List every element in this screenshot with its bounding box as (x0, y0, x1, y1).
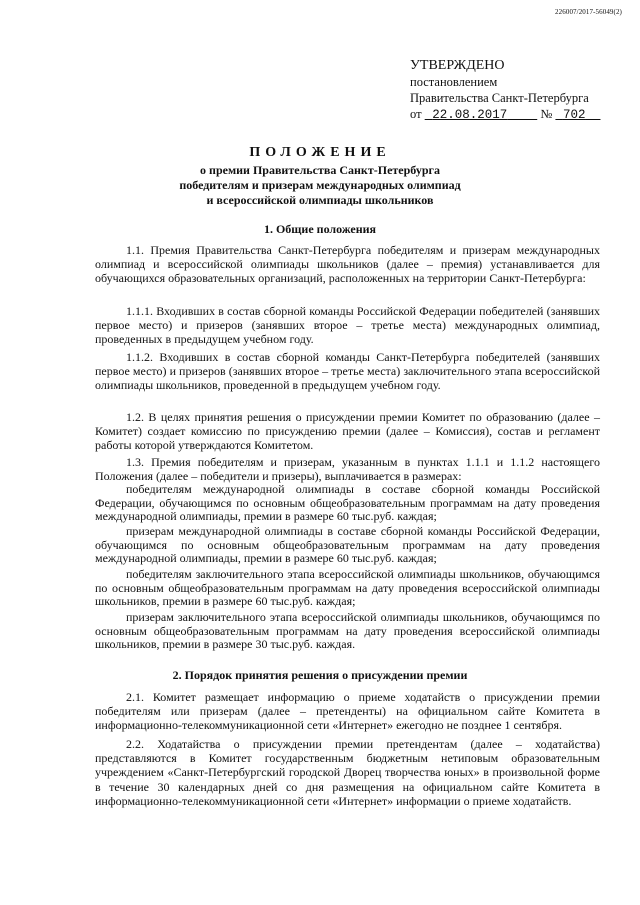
subtitle-line-2: победителям и призерам международных олимпиад (179, 178, 461, 192)
section-heading-2: 2. Порядок принятия решения о присуждении премии (172, 668, 468, 682)
approval-date: 22.08.2017 (432, 108, 508, 122)
paragraph-1-1-1: 1.1.1. Входивших в состав сборной команды Российской Федерации победителей (занявших первое место) и призеров (занявших второе – третье места) международных олимпиад, проведенных в предыдущем учебном году. (95, 304, 600, 347)
approval-line-2: Правительства Санкт-Петербурга (410, 91, 589, 105)
paragraph-award-4: призерам заключительного этапа всероссийской олимпиады школьников, обучающимся по основным общеобразовательным программам на дату проведения всероссийской олимпиады школьников, премии в размере 30 тыс.руб. каждая. (95, 610, 600, 652)
approval-date-line (410, 106, 625, 123)
paragraph-2-1: 2.1. Комитет размещает информацию о приеме ходатайств о присуждении премии победителям или призерам (далее – претенденты) на официальном сайте Комитета в информационно-телекоммуникационной сети «Интернет» ежегодно не позднее 1 сентября. (95, 690, 600, 733)
paragraph-1-1: 1.1. Премия Правительства Санкт-Петербурга победителям и призерам международных олимпиад и всероссийской олимпиады школьников (далее – премия) устанавливается для обучающихся образовательных организаций, расположенных на территории Санкт-Петербурга: (95, 243, 600, 286)
document-id: 226007/2017-56049(2) (555, 8, 622, 16)
paragraph-award-2: призерам международной олимпиады в составе сборной команды Российской Федерации, обучающимся по основным общеобразовательным программам на дату проведения международной олимпиады, премии в размере 60 тыс.руб. каждая; (95, 524, 600, 566)
subtitle-line-3: и всероссийской олимпиады школьников (206, 193, 434, 207)
paragraph-award-3: победителям заключительного этапа всероссийской олимпиады школьников, обучающимся по основным общеобразовательным программам на дату проведения всероссийской олимпиады школьников, премии в размере 60 тыс.руб. каждая; (95, 567, 600, 609)
paragraph-1-3: 1.3. Премия победителям и призерам, указанным в пунктах 1.1.1 и 1.1.2 настоящего Положения (далее – победители и призеры), выплачивается в размерах: (95, 455, 600, 484)
document-title: ПОЛОЖЕНИЕ (249, 145, 391, 160)
subtitle-line-1: о премии Правительства Санкт-Петербурга (200, 163, 440, 177)
paragraph-1-1-2: 1.1.2. Входивших в состав сборной команды Санкт-Петербурга победителей (занявших первое место) и призеров (занявших второе – третье места) заключительного этапа всероссийской олимпиады школьников, проведенной в предыдущем учебном году. (95, 350, 600, 393)
paragraph-1-2: 1.2. В целях принятия решения о присуждении премии Комитет по образованию (далее – Комитет) создает комиссию по присуждению премии (далее – Комиссия), состав и регламент работы которой утверждаются Комитетом. (95, 410, 600, 453)
paragraph-award-1: победителям международной олимпиады в составе сборной команды Российской Федерации, обучающимся по основным общеобразовательным программам на дату проведения международной олимпиады, премии в размере 60 тыс.руб. каждая; (95, 482, 600, 524)
approval-head: УТВЕРЖДЕНО (410, 58, 505, 73)
approval-stamp (410, 58, 625, 123)
approval-line-1: постановлением (410, 75, 498, 89)
approval-number: 702 (562, 108, 586, 122)
section-heading-1: 1. Общие положения (263, 222, 377, 236)
paragraph-2-2: 2.2. Ходатайства о присуждении премии претендентам (далее – ходатайства) представляются в Комитет государственным бюджетным нетиповым образовательным учреждением «Санкт-Петербургский городской Дворец творчества юных» в произвольной форме в течение 30 календарных дней со дня размещения на официальном сайте Комитета в информационно-телекоммуникационной сети «Интернет» информации о приеме ходатайств. (95, 737, 600, 808)
approval-number-label: № (540, 107, 553, 121)
approval-from-label: от (410, 107, 422, 121)
document-title-block (0, 145, 640, 208)
